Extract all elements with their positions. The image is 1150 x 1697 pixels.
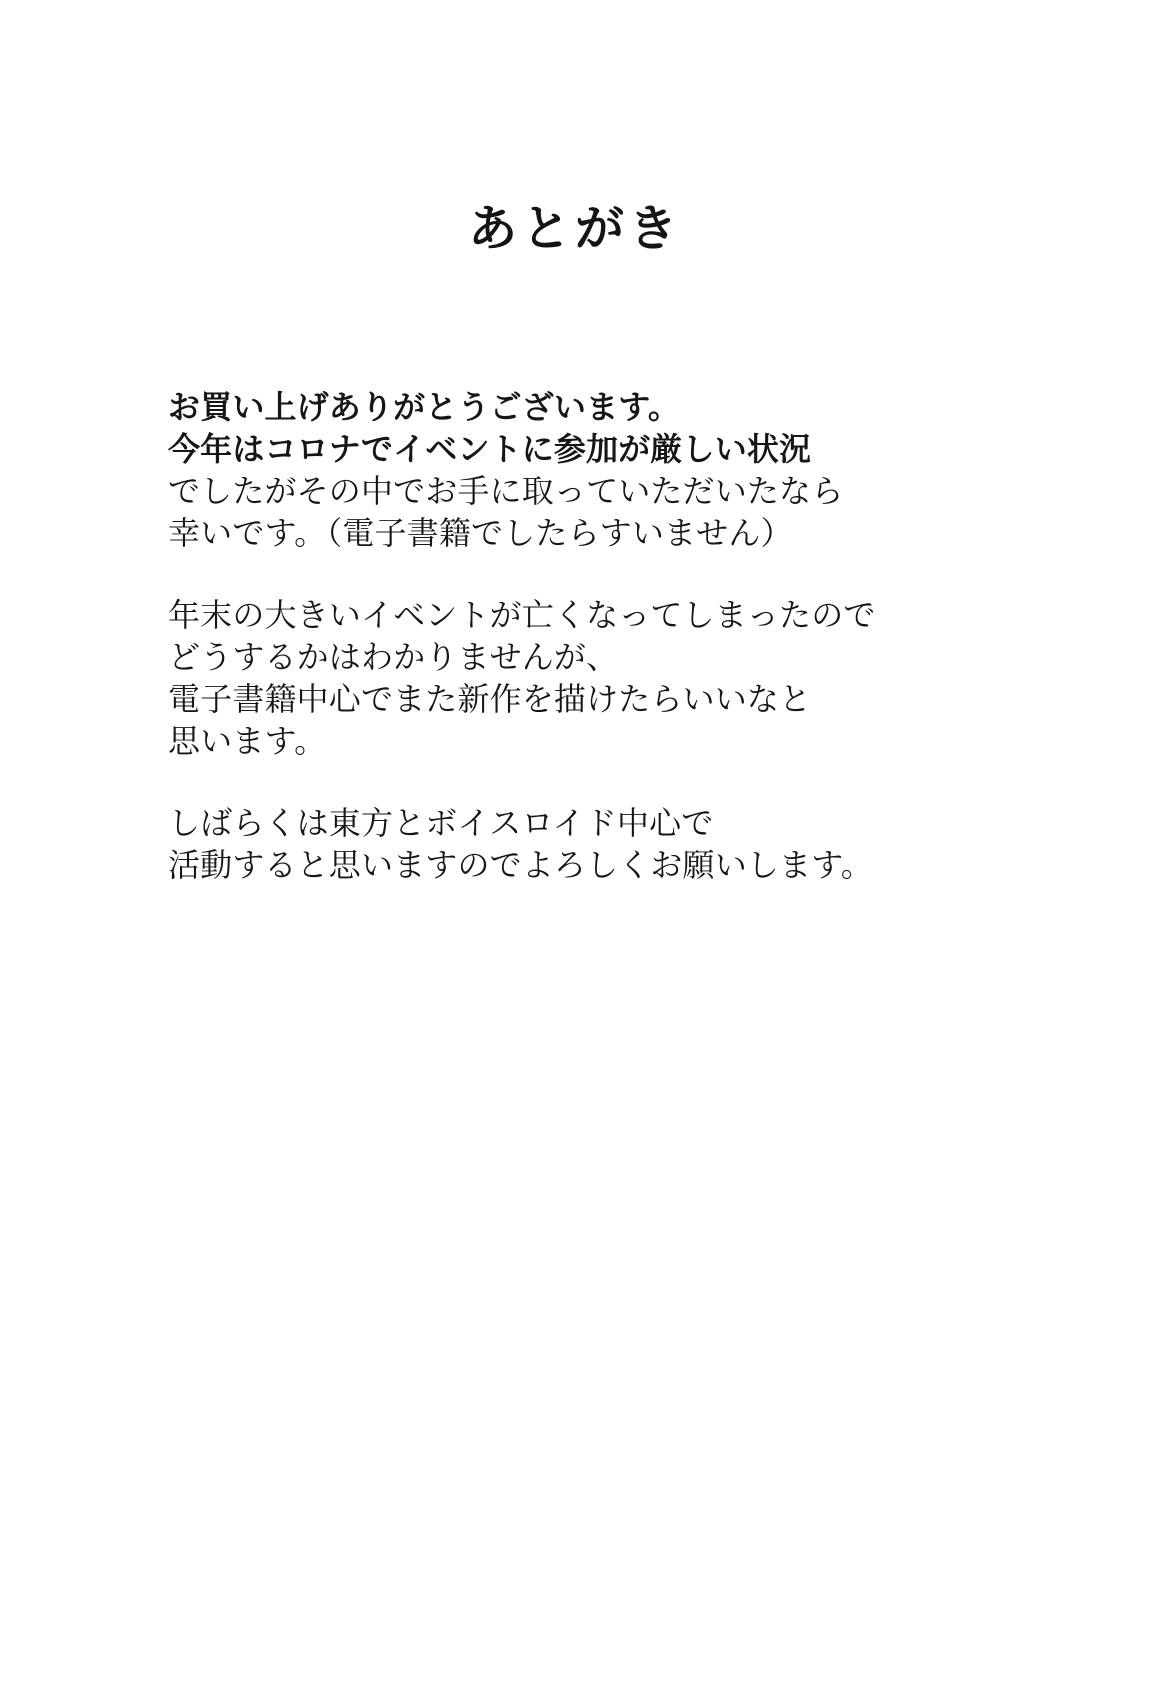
text-line: 思います。 bbox=[168, 722, 327, 760]
afterword-body bbox=[168, 386, 1048, 886]
paragraph bbox=[168, 386, 1048, 554]
text-line: 年末の大きいイベントが亡くなってしまったので bbox=[168, 596, 876, 634]
text-line: 今年はコロナでイベントに参加が厳しい状況 bbox=[168, 430, 812, 468]
text-line: でしたがその中でお手に取っていただいたなら bbox=[168, 472, 844, 510]
text-line: お買い上げありがとうございます。 bbox=[168, 388, 681, 426]
text-line: どうするかはわかりませんが、 bbox=[168, 638, 619, 676]
text-line: 幸いです。（電子書籍でしたらすいません） bbox=[168, 514, 793, 552]
paragraph bbox=[168, 594, 1048, 762]
paragraph bbox=[168, 802, 1048, 886]
text-line: しばらくは東方とボイスロイド中心で bbox=[168, 804, 714, 842]
text-line: 電子書籍中心でまた新作を描けたらいいなと bbox=[168, 680, 812, 718]
text-line: 活動すると思いますのでよろしくお願いします。 bbox=[168, 846, 873, 884]
page-title: あとがき bbox=[468, 200, 682, 257]
